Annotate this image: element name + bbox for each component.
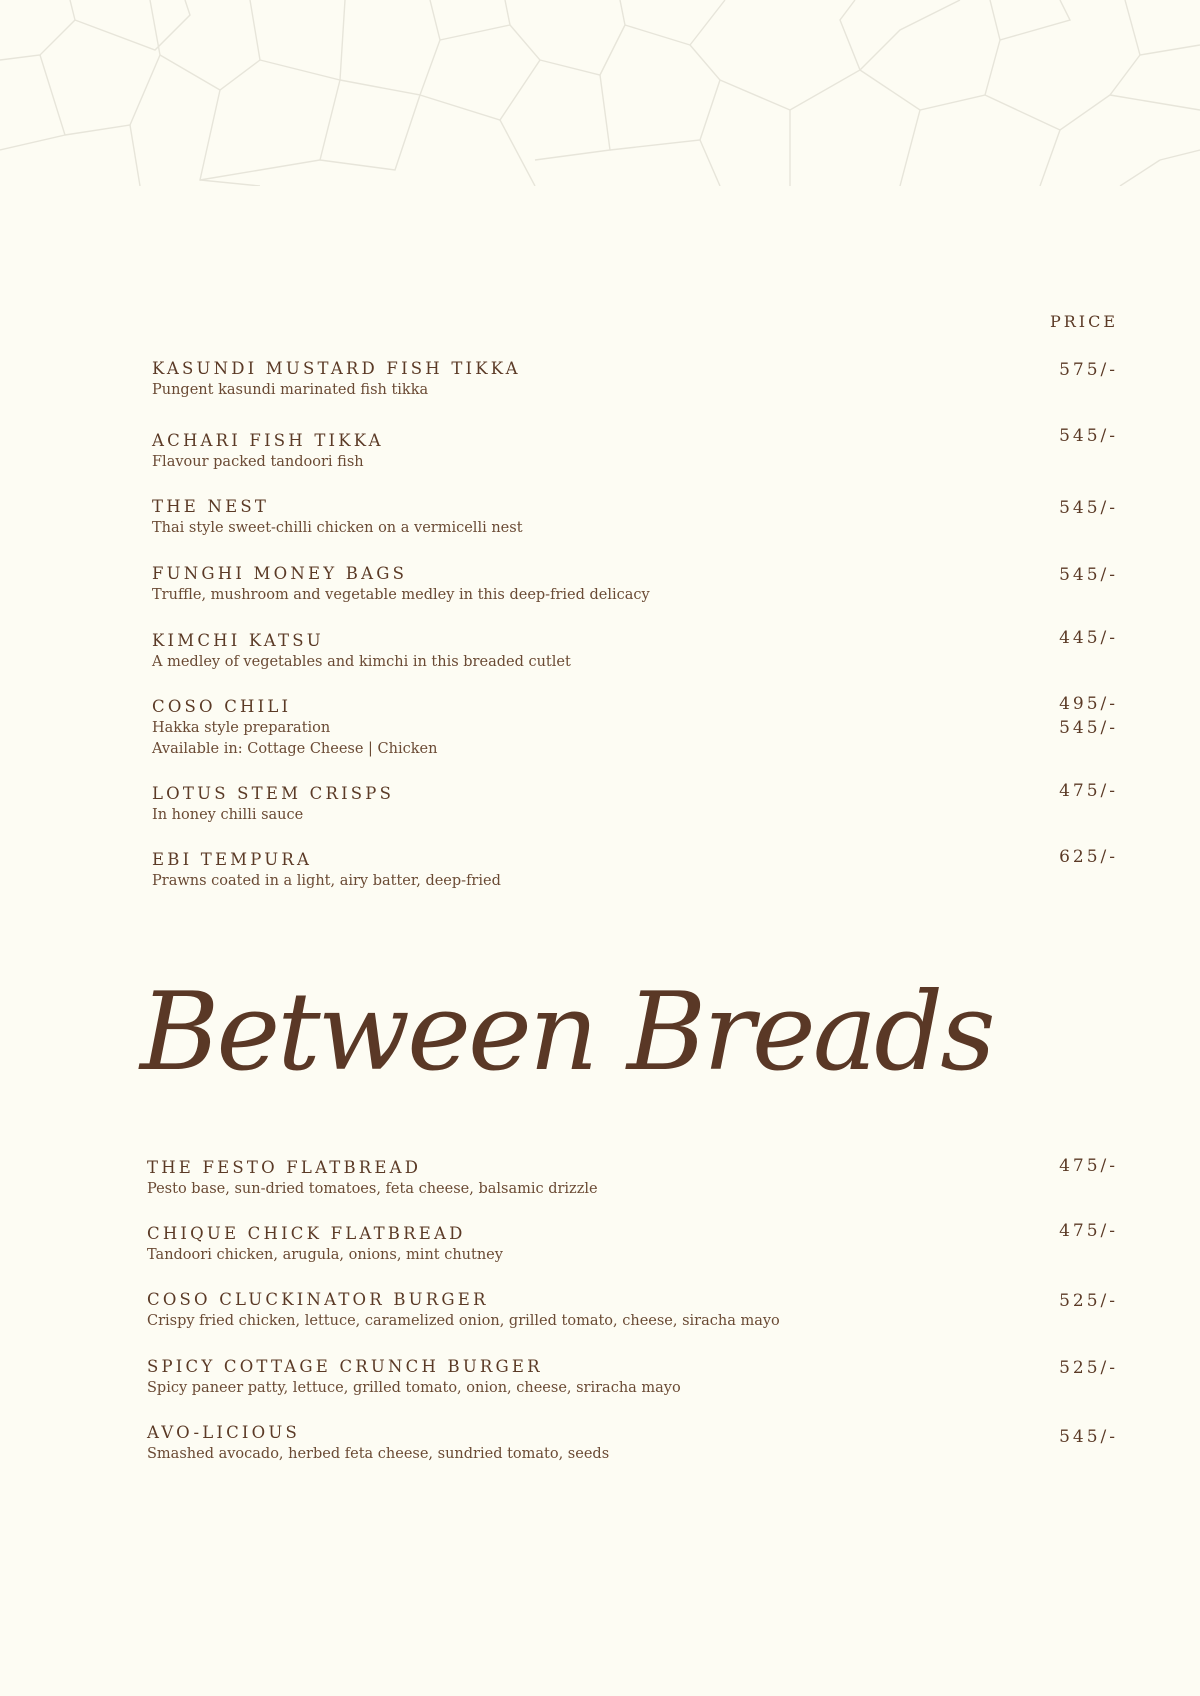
- menu-item: [147, 1157, 1118, 1200]
- item-price: 495/-: [1059, 694, 1118, 714]
- section-title: Between Breads: [140, 970, 993, 1095]
- item-name: THE FESTO FLATBREAD: [147, 1158, 422, 1177]
- item-description: Crispy fried chicken, lettuce, caramelized onion, grilled tomato, cheese, siracha mayo: [147, 1313, 780, 1329]
- item-price: 545/-: [1059, 1427, 1118, 1447]
- item-name: SPICY COTTAGE CRUNCH BURGER: [147, 1357, 543, 1376]
- item-description: In honey chilli sauce: [152, 807, 304, 823]
- item-name: THE NEST: [152, 497, 270, 516]
- item-name: COSO CLUCKINATOR BURGER: [147, 1290, 489, 1309]
- item-price: 625/-: [1059, 847, 1118, 867]
- item-price: 575/-: [1059, 360, 1118, 380]
- price-column-header: PRICE: [1049, 312, 1118, 331]
- item-name: CHIQUE CHICK FLATBREAD: [147, 1224, 466, 1243]
- item-description: Truffle, mushroom and vegetable medley in this deep-fried delicacy: [152, 587, 650, 603]
- item-price: 445/-: [1059, 628, 1118, 648]
- item-name: ACHARI FISH TIKKA: [152, 431, 384, 450]
- item-description: Tandoori chicken, arugula, onions, mint chutney: [147, 1247, 503, 1263]
- item-description: Pesto base, sun-dried tomatoes, feta cheese, balsamic drizzle: [147, 1181, 598, 1197]
- item-price: 475/-: [1059, 1221, 1118, 1241]
- item-description: Thai style sweet-chilli chicken on a vermicelli nest: [152, 520, 523, 536]
- item-price-alt: 545/-: [1059, 718, 1118, 738]
- item-name: KIMCHI KATSU: [152, 631, 324, 650]
- item-description: A medley of vegetables and kimchi in this breaded cutlet: [152, 654, 571, 670]
- menu-item: [152, 630, 1118, 673]
- item-description: Smashed avocado, herbed feta cheese, sundried tomato, seeds: [147, 1446, 610, 1462]
- item-price: 475/-: [1059, 781, 1118, 801]
- item-name: LOTUS STEM CRISPS: [152, 784, 395, 803]
- menu-item: [152, 849, 1118, 892]
- item-price: 525/-: [1059, 1358, 1118, 1378]
- item-price: 525/-: [1059, 1291, 1118, 1311]
- item-name: EBI TEMPURA: [152, 850, 313, 869]
- menu-item: [147, 1223, 1118, 1266]
- menu-item: [152, 358, 1118, 401]
- decorative-pattern-header: [0, 0, 1200, 186]
- menu-item: [152, 783, 1118, 826]
- menu-item: [152, 696, 1118, 760]
- item-description: Spicy paneer patty, lettuce, grilled tomato, onion, cheese, sriracha mayo: [147, 1380, 681, 1396]
- item-name: COSO CHILI: [152, 697, 292, 716]
- menu-item: [147, 1422, 1118, 1465]
- item-name: AVO-LICIOUS: [147, 1423, 300, 1442]
- item-price: 545/-: [1059, 565, 1118, 585]
- menu-item: [152, 426, 1118, 473]
- menu-item: [147, 1356, 1118, 1399]
- menu-item: [147, 1289, 1118, 1332]
- item-description: Pungent kasundi marinated fish tikka: [152, 382, 429, 398]
- item-price: 475/-: [1059, 1156, 1118, 1176]
- menu-item: [152, 563, 1118, 606]
- menu-item: [152, 496, 1118, 539]
- item-description: Hakka style preparation: [152, 720, 331, 736]
- item-description: Flavour packed tandoori fish: [152, 454, 364, 470]
- item-name: KASUNDI MUSTARD FISH TIKKA: [152, 359, 521, 378]
- item-price: 545/-: [1059, 426, 1118, 446]
- item-availability: Available in: Cottage Cheese | Chicken: [152, 741, 438, 757]
- item-description: Prawns coated in a light, airy batter, deep-fried: [152, 873, 501, 889]
- item-name: FUNGHI MONEY BAGS: [152, 564, 408, 583]
- item-price: 545/-: [1059, 498, 1118, 518]
